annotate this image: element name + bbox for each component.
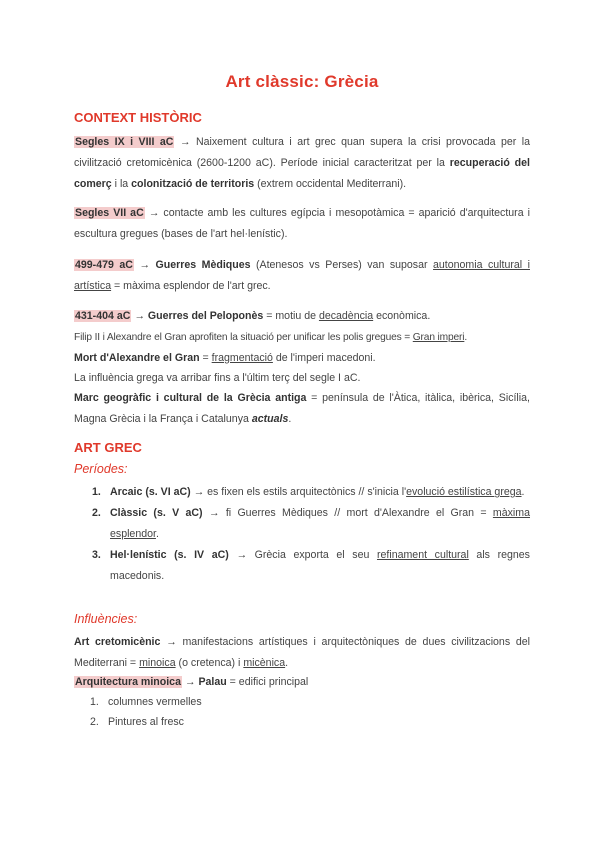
paragraph-arquitectura-minoica: [74, 672, 530, 693]
bold-text: Guerres del Peloponès: [147, 310, 264, 322]
underlined-text: màxima esplendor: [110, 507, 530, 540]
paragraph-guerres-mediques: [74, 255, 530, 297]
text: als regnes macedonis.: [110, 549, 530, 582]
text: es fixen els estils arquitectònics // s'inicia l': [204, 486, 407, 498]
text: Grècia exporta el seu: [247, 549, 377, 561]
text: = motiu de: [263, 310, 319, 322]
arrow-icon: →: [179, 136, 191, 148]
list-number: 2.: [90, 716, 99, 728]
arrow-icon: →: [134, 310, 145, 322]
highlight-label: 499-479 aC: [75, 259, 133, 271]
underlined-text: decadència: [318, 310, 374, 322]
text: .: [285, 657, 289, 669]
paragraph-alexandre: [74, 348, 530, 369]
paragraph-segles-vii: [74, 203, 530, 245]
subheading-influencies: Influències:: [74, 612, 138, 626]
text: = màxima esplendor de l'art grec.: [111, 280, 271, 292]
bold-text: colonització de territoris: [131, 178, 255, 190]
subheading-periodes: Períodes:: [74, 462, 128, 476]
highlight-label: 431-404 aC: [75, 310, 131, 322]
arrow-icon: →: [166, 636, 177, 648]
text: = península de l'Àtica, itàlica, ibèrica, Sicília, Magna Grècia i la França i Catalunya: [74, 392, 530, 425]
paragraph-segles-ix-viii: [74, 132, 530, 195]
highlight-label: Arquitectura minoica: [75, 676, 181, 688]
bold-text: Mort d'Alexandre el Gran: [74, 352, 200, 364]
text: .: [464, 332, 468, 343]
paragraph-art-cretomicenic: [74, 632, 530, 674]
underlined-text: minoica: [139, 657, 176, 669]
underlined-text: autonomia cultural i artística: [74, 259, 530, 292]
text: (extrem occidental Mediterrani).: [254, 178, 407, 190]
text: (Atenesos vs Perses) van suposar: [250, 259, 434, 271]
bold-text: Palau: [198, 676, 227, 688]
text: = edifici principal: [226, 676, 309, 688]
underlined-text: refinament cultural: [376, 549, 469, 561]
highlight-label: Segles VII aC: [75, 207, 144, 219]
text: .: [521, 486, 525, 498]
arrow-icon: →: [208, 507, 220, 519]
underlined-text: micènica: [243, 657, 286, 669]
list-item: [74, 482, 530, 503]
arrow-icon: →: [184, 676, 196, 688]
highlight-label: Segles IX i VIII aC: [75, 136, 174, 148]
bold-text: Guerres Mèdiques: [155, 259, 251, 271]
arrow-icon: →: [139, 259, 151, 271]
list-text: columnes vermelles: [108, 696, 202, 708]
underlined-text: evolució estilística grega: [406, 486, 522, 498]
list-item: [74, 545, 530, 587]
text: de l'imperi macedoni.: [272, 352, 376, 364]
periods-list: [74, 482, 530, 587]
text: manifestacions artístiques i arquitectòniques de dues civilitzacions del Mediterrani =: [74, 636, 530, 669]
arrow-icon: →: [193, 486, 205, 498]
text: econòmica.: [373, 310, 431, 322]
text: Naixement cultura i art grec quan supera la crisi provocada per la civilització cretomicènica (2600-1200 aC). Període inicial caracteritzat per la: [74, 136, 530, 169]
period-label: Clàssic (s. V aC): [110, 507, 203, 519]
underlined-text: Gran imperi: [412, 332, 465, 343]
text: .: [288, 413, 292, 425]
bold-text: recuperació del comerç: [74, 157, 530, 190]
paragraph-peloponnes: [74, 306, 530, 327]
list-number: 1.: [92, 486, 101, 498]
section-heading-art-grec: ART GREC: [74, 440, 142, 455]
list-item: [74, 503, 530, 545]
bold-text: Art cretomicènic: [74, 636, 161, 648]
period-label: Arcaic (s. VI aC): [110, 486, 191, 498]
bold-text: Marc geogràfic i cultural de la Grècia antiga: [74, 392, 307, 404]
text: fi Guerres Mèdiques // mort d'Alexandre el Gran =: [219, 507, 493, 519]
arrow-icon: →: [148, 207, 160, 219]
text: .: [155, 528, 159, 540]
list-number: 2.: [92, 507, 101, 519]
text: La influència grega va arribar fins a l'últim terç del segle I aC.: [74, 372, 361, 384]
underlined-text: fragmentació: [211, 352, 273, 364]
page-title: Art clàssic: Grècia: [225, 72, 379, 91]
list-item: [74, 712, 202, 732]
paragraph-filip: [74, 327, 530, 348]
paragraph-influencia: [74, 368, 530, 389]
list-text: Pintures al fresc: [108, 716, 184, 728]
period-label: Hel·lenístic (s. IV aC): [110, 549, 229, 561]
arrow-icon: →: [236, 549, 248, 561]
minoan-features-list: [74, 692, 202, 732]
text: =: [199, 352, 212, 364]
text: i la: [111, 178, 132, 190]
paragraph-marc-geografic: [74, 388, 530, 430]
text: (o cretenca) i: [175, 657, 244, 669]
list-item: [74, 692, 202, 712]
text: contacte amb les cultures egípcia i mesopotàmica = aparició d'arquitectura i escultura gregues (bases de l'art hel·lenístic).: [74, 207, 530, 240]
list-number: 3.: [92, 549, 101, 561]
list-number: 1.: [90, 696, 99, 708]
bold-italic-text: actuals: [251, 413, 289, 425]
text: Filip II i Alexandre el Gran aprofiten la situació per unificar les polis gregues =: [74, 332, 413, 343]
section-heading-context: CONTEXT HISTÒRIC: [74, 110, 202, 125]
